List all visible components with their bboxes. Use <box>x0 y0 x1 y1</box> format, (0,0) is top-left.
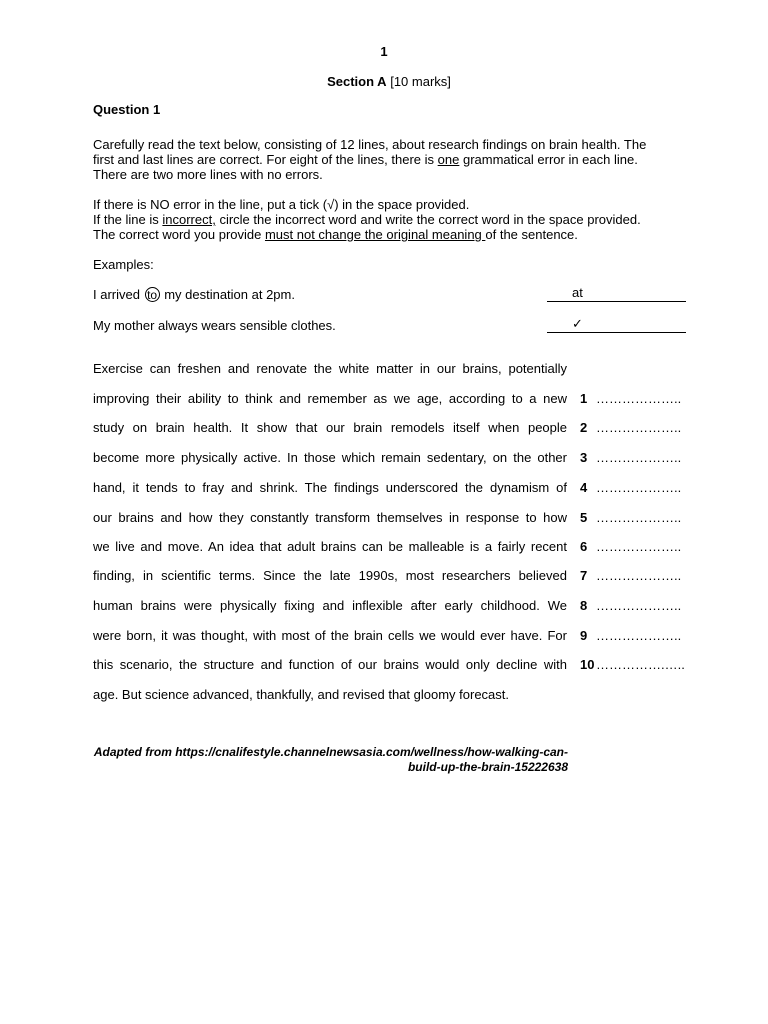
source-attribution <box>94 745 568 775</box>
text-line: finding, in scientific terms. Since the late 1990s, most researchers believed <box>93 568 567 583</box>
instructions-paragraph-2 <box>93 197 693 242</box>
text-line: become more physically active. In those which remain sedentary, on the other <box>93 450 567 465</box>
example-1: I arrived to my destination at 2pm. <box>93 287 295 302</box>
section-marks: [10 marks] <box>390 74 451 89</box>
example-1-answer-line <box>547 285 686 302</box>
line-number: 7 <box>580 568 588 583</box>
line-number: 1 <box>580 391 588 406</box>
example-1-answer: at <box>572 285 583 300</box>
tick-mark: ✓ <box>572 316 583 331</box>
answer-space[interactable]: ……………….. <box>596 480 682 495</box>
page-number: 1 <box>380 44 388 59</box>
text-line: our brains and how they constantly transform themselves in response to how <box>93 510 567 525</box>
instruction-line: first and last lines are correct. For eight of the lines, there is one grammatical error in each line. <box>93 152 638 167</box>
example-2: My mother always wears sensible clothes. <box>93 318 336 333</box>
section-title: Section A <box>327 74 387 89</box>
instructions-paragraph-1 <box>93 137 693 182</box>
answer-space[interactable]: ……………….. <box>596 450 682 465</box>
instruction-line: If there is NO error in the line, put a tick (√) in the space provided. <box>93 197 470 212</box>
line-number: 2 <box>580 420 588 435</box>
text-line: improving their ability to think and remember as we age, according to a new <box>93 391 567 406</box>
examples-label: Examples: <box>93 257 154 272</box>
answer-space[interactable]: ……………….. <box>596 510 682 525</box>
circled-word: to <box>145 287 160 302</box>
section-heading <box>0 74 768 89</box>
question-title: Question 1 <box>93 102 161 117</box>
text-line: Exercise can freshen and renovate the white matter in our brains, potentially <box>93 361 567 376</box>
answer-space[interactable]: ……………….. <box>596 568 682 583</box>
example-2-answer-line <box>547 316 686 333</box>
line-number: 10 <box>580 657 595 672</box>
text-line: this scenario, the structure and function of our brains would only decline with <box>93 657 567 672</box>
text-line: study on brain health. It show that our brain remodels itself when people <box>93 420 567 435</box>
text-line: hand, it tends to fray and shrink. The findings underscored the dynamism of <box>93 480 567 495</box>
text-line: were born, it was thought, with most of the brain cells we would ever have. For <box>93 628 567 643</box>
answer-space[interactable]: ……………….. <box>596 598 682 613</box>
text-line: age. But science advanced, thankfully, and revised that gloomy forecast. <box>93 687 509 702</box>
line-number: 4 <box>580 480 588 495</box>
answer-space[interactable]: ……………….. <box>596 539 682 554</box>
answer-space[interactable]: ……………….. <box>596 420 682 435</box>
instruction-line: Carefully read the text below, consisting of 12 lines, about research findings on brain health. The <box>93 137 647 152</box>
line-number: 6 <box>580 539 588 554</box>
line-number: 5 <box>580 510 588 525</box>
answer-space[interactable]: …………….….. <box>596 657 685 672</box>
answer-space[interactable]: ……………….. <box>596 628 682 643</box>
source-line: Adapted from https://cnalifestyle.channelnewsasia.com/wellness/how-walking-can- <box>93 745 568 759</box>
line-number: 3 <box>580 450 588 465</box>
line-number: 9 <box>580 628 588 643</box>
text-line: human brains were physically fixing and inflexible after early childhood. We <box>93 598 567 613</box>
line-number: 8 <box>580 598 588 613</box>
instruction-line: The correct word you provide must not change the original meaning of the sentence. <box>93 227 578 242</box>
answer-space[interactable]: ……………….. <box>596 391 682 406</box>
instruction-line: There are two more lines with no errors. <box>93 167 323 182</box>
source-line: build-up-the-brain-15222638 <box>407 760 568 774</box>
instruction-line: If the line is incorrect, circle the incorrect word and write the correct word in the space provided. <box>93 212 641 227</box>
text-line: we live and move. An idea that adult brains can be malleable is a fairly recent <box>93 539 567 554</box>
